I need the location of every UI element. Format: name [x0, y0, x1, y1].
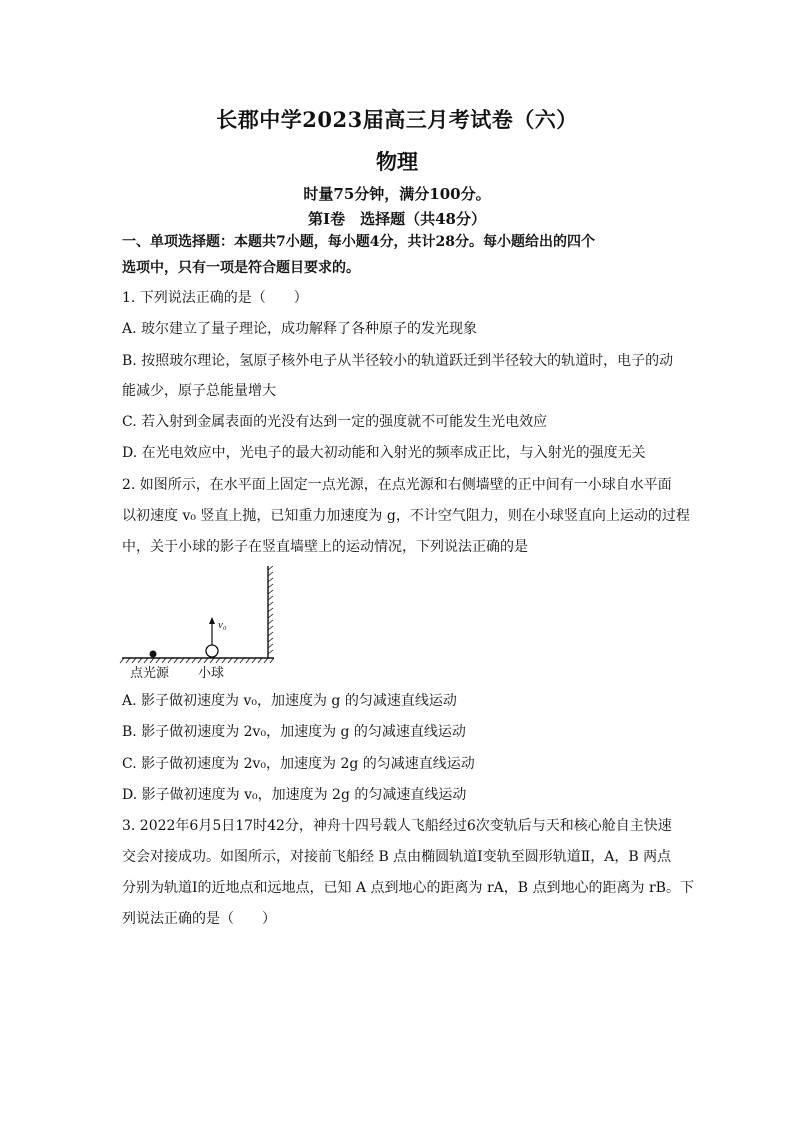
- q2-option-a: A. 影子做初速度为 v₀，加速度为 g 的匀减速直线运动: [122, 693, 457, 709]
- q2-stem-line1: 2. 如图所示，在水平面上固定一点光源，在点光源和右侧墙壁的正中间有一小球自水平面: [122, 477, 672, 493]
- exam-meta: 时量75分钟，满分100分。: [303, 185, 491, 203]
- q2-option-c: C. 影子做初速度为 2v₀，加速度为 2g 的匀减速直线运动: [122, 756, 475, 772]
- q2-stem-line2: 以初速度 v₀ 竖直上抛，已知重力加速度为 g，不计空气阻力，则在小球竖直向上运动的过程: [122, 508, 690, 524]
- q2-option-d: D. 影子做初速度为 v₀，加速度为 2g 的匀减速直线运动: [122, 787, 467, 803]
- subject-title: 物理: [376, 149, 418, 174]
- exam-title: 长郡中学2023届高三月考试卷（六）: [216, 107, 578, 132]
- instructions-line2: 选项中，只有一项是符合题目要求的。: [122, 260, 360, 276]
- q1-option-b-line1: B. 按照玻尔理论，氢原子核外电子从半径较小的轨道跃迁到半径较大的轨道时，电子的动: [122, 353, 674, 369]
- instructions-line1: 一、单项选择题：本题共7小题，每小题4分，共计28分。每小题给出的四个: [122, 234, 595, 250]
- ground-hatching: [120, 658, 274, 663]
- ball-circle: [206, 645, 218, 657]
- q1-option-d: D. 在光电效应中，光电子的最大初动能和入射光的频率成正比，与入射光的强度无关: [122, 445, 646, 461]
- q2-option-b: B. 影子做初速度为 2v₀，加速度为 g 的匀减速直线运动: [122, 724, 466, 740]
- velocity-label: v₀: [218, 619, 227, 631]
- section-header: 第Ⅰ卷 选择题（共48分）: [308, 210, 486, 228]
- q3-stem-line2: 交会对接成功。如图所示，对接前飞船经 B 点由椭圆轨道Ⅰ变轨至圆形轨道Ⅱ，A，B 两点: [122, 849, 672, 865]
- q3-stem-line4: 列说法正确的是（ ）: [122, 911, 276, 927]
- q1-option-b-line2: 能减少，原子总能量增大: [122, 383, 276, 399]
- q2-figure: [118, 560, 288, 685]
- q1-option-a: A. 玻尔建立了量子理论，成功解释了各种原子的发光现象: [122, 321, 478, 337]
- q1-option-c: C. 若入射到金属表面的光没有达到一定的强度就不可能发生光电效应: [122, 414, 548, 430]
- wall-hatching: [268, 566, 273, 654]
- light-source-dot: [150, 651, 157, 658]
- ball-label: 小球: [198, 666, 225, 681]
- light-source-label: 点光源: [130, 666, 170, 681]
- q2-stem-line3: 中，关于小球的影子在竖直墙壁上的运动情况，下列说法正确的是: [122, 539, 528, 555]
- velocity-arrowhead: [209, 617, 215, 624]
- q3-stem-line3: 分别为轨道Ⅰ的近地点和远地点，已知 A 点到地心的距离为 rA，B 点到地心的距离为 rB。下: [122, 880, 694, 896]
- q3-stem-line1: 3. 2022年6月5日17时42分，神舟十四号载人飞船经过6次变轨后与天和核心舱自主快速: [122, 818, 672, 834]
- q1-stem: 1. 下列说法正确的是（ ）: [122, 290, 308, 306]
